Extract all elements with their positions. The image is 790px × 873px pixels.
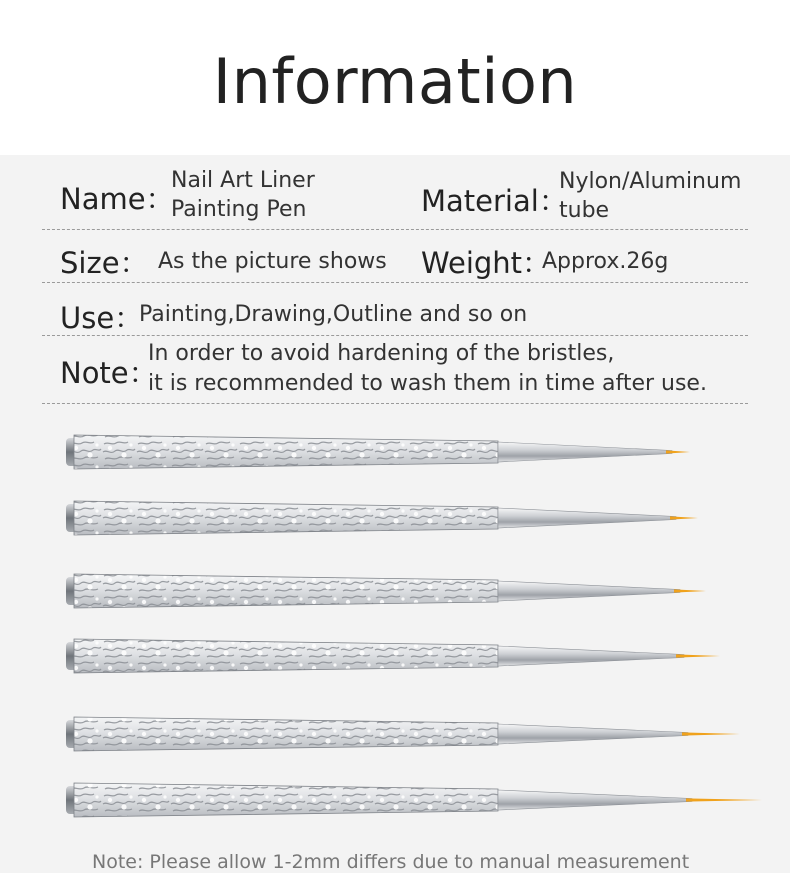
page-title: Information [212,45,578,118]
liner-pen [66,501,698,535]
name-label: Name： [60,182,175,216]
name-value-line1: Nail Art Liner [171,168,315,193]
material-value-line1: Nylon/Aluminum [559,169,742,194]
note-value-line2: it is recommended to wash them in time after use. [148,371,707,396]
liner-pen [66,783,762,817]
size-label: Size： [60,246,149,280]
material-value-line2: tube [559,198,610,223]
liner-pen [66,574,706,608]
liner-pen [66,639,720,673]
material-label: Material： [421,184,568,218]
liner-pen [66,435,690,469]
weight-value: Approx.26g [542,249,669,274]
measurement-note: Note: Please allow 1-2mm differs due to manual measurement [92,851,690,873]
use-label: Use： [60,301,144,335]
weight-label: Weight： [421,246,552,280]
name-value-line2: Painting Pen [171,197,307,222]
note-value-line1: In order to avoid hardening of the bristles, [148,341,615,366]
size-value: As the picture shows [158,249,387,274]
use-value: Painting,Drawing,Outline and so on [139,302,528,327]
note-label: Note： [60,356,158,390]
liner-pen [66,717,740,751]
